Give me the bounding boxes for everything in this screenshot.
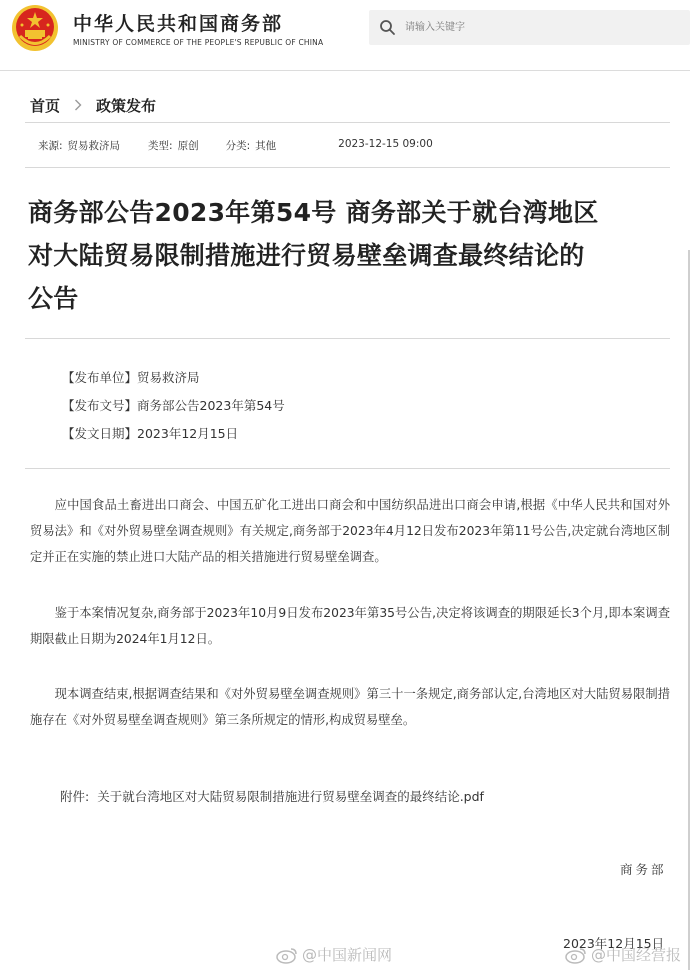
body-paragraph: 鉴于本案情况复杂,商务部于2023年10月9日发布2023年第35号公告,决定将该调查的期限延长3个月,即本案调查期限截止日期为2024年1月12日。 [30, 606, 670, 646]
title-line: 商务部公告2023年第54号 商务部关于就台湾地区 [28, 198, 599, 227]
national-emblem-icon[interactable] [10, 3, 60, 53]
info-label: 【发文日期】 [62, 426, 138, 441]
watermark-left [276, 944, 392, 965]
watermark-text: @中国经营报 [591, 946, 682, 964]
article-meta [38, 138, 433, 153]
info-label: 【发布文号】 [62, 398, 138, 413]
site-header [0, 0, 690, 71]
type-label: 类型: [148, 140, 173, 152]
breadcrumb-current[interactable]: 政策发布 [96, 96, 157, 115]
info-issuer [62, 368, 200, 386]
attachment-label: 附件: [60, 789, 90, 804]
title-line: 对大陆贸易限制措施进行贸易壁垒调查最终结论的 [28, 241, 585, 270]
weibo-icon [565, 946, 587, 964]
attachment-link[interactable]: 关于就台湾地区对大陆贸易限制措施进行贸易壁垒调查的最终结论.pdf [97, 789, 484, 804]
weibo-icon [276, 946, 298, 964]
signer: 商务部 [620, 862, 667, 877]
search-icon[interactable] [379, 19, 396, 36]
info-issue-date [62, 424, 238, 442]
body-paragraph: 应中国食品土畜进出口商会、中国五矿化工进出口商会和中国纺织品进出口商会申请,根据《中华人民共和国对外贸易法》和《对外贸易壁垒调查规则》有关规定,商务部于2023年4月12日发布2023年第11号公告,决定就台湾地区制定并正在实施的禁止进口大陆产品的相关措施进行贸易壁垒调查。 [30, 498, 670, 564]
divider [25, 167, 670, 168]
category-label: 分类: [225, 140, 251, 152]
search-box[interactable] [369, 10, 690, 45]
info-doc-number [62, 396, 285, 414]
info-value: 贸易救济局 [137, 370, 200, 385]
breadcrumb [30, 93, 156, 117]
info-value: 商务部公告2023年第54号 [137, 398, 285, 413]
page-title [28, 191, 660, 320]
divider [25, 338, 670, 339]
publish-datetime: 2023-12-15 09:00 [338, 138, 433, 150]
breadcrumb-home[interactable]: 首页 [30, 96, 61, 115]
site-title-english: MINISTRY OF COMMERCE OF THE PEOPLE'S REPUBLIC OF CHINA [73, 38, 324, 47]
body-paragraph: 现本调查结束,根据调查结果和《对外贸易壁垒调查规则》第三十一条规定,商务部认定,台湾地区对大陆贸易限制措施存在《对外贸易壁垒调查规则》第三条所规定的情形,构成贸易壁垒。 [30, 687, 670, 727]
info-value: 2023年12月15日 [137, 426, 239, 441]
attachment [60, 787, 484, 805]
divider [25, 468, 670, 469]
search-input[interactable] [405, 10, 675, 45]
sign-date: 2023年12月15日 [563, 936, 665, 951]
category-value: 其他 [255, 140, 277, 152]
watermark-right [565, 944, 681, 965]
title-line: 公告 [28, 284, 79, 313]
chevron-right-icon [74, 99, 82, 111]
source-label: 来源: [38, 140, 63, 152]
divider [25, 122, 670, 123]
source-value: 贸易救济局 [67, 140, 121, 152]
type-value: 原创 [177, 140, 199, 152]
watermark-text: @中国新闻网 [302, 946, 393, 964]
site-title[interactable]: 中华人民共和国商务部 [73, 13, 284, 35]
info-label: 【发布单位】 [62, 370, 138, 385]
